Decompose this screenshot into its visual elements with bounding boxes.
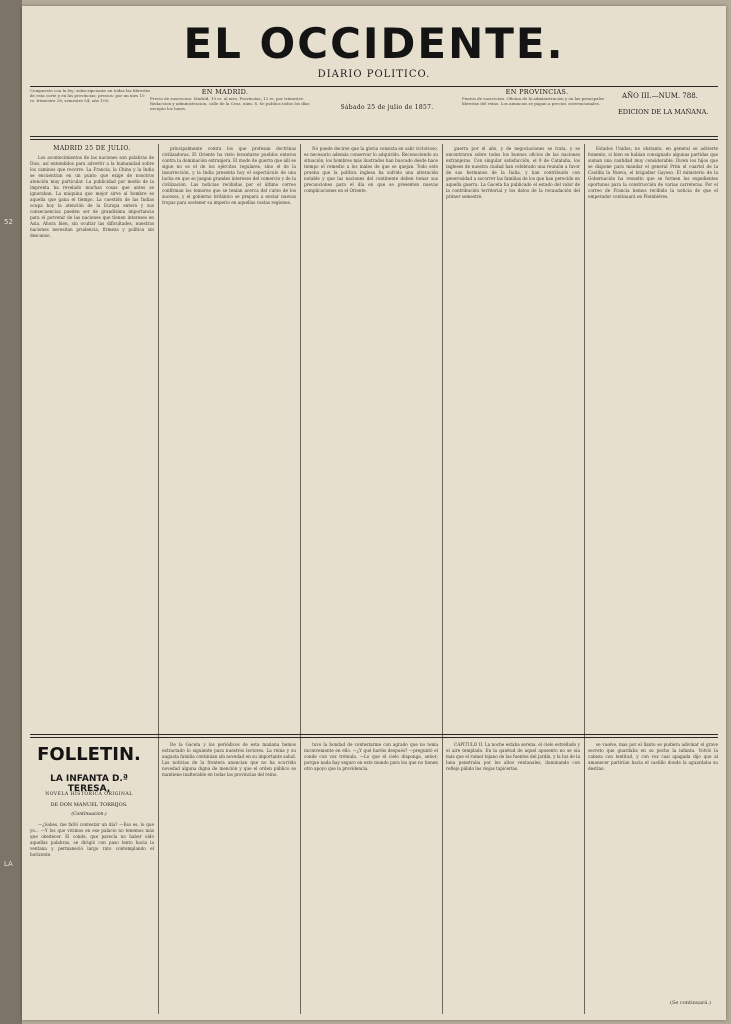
column-divider	[584, 144, 585, 1014]
masthead-subtitle: DIARIO POLITICO.	[317, 69, 431, 80]
continuation-note: (Se continuará.)	[670, 1000, 711, 1006]
header-rule-bottom	[30, 136, 718, 137]
lower-column-4	[446, 742, 580, 1012]
book-gutter	[0, 0, 22, 1024]
provincias-label: EN PROVINCIAS.	[505, 88, 569, 96]
column-1-heading: MADRID 25 DE JULIO.	[53, 145, 131, 152]
lower-column-2	[162, 742, 296, 1012]
folletin-text: —¿Sabes, me faltó contestar un día? —Eso es, lo que yo... —Y los que vivimos en ese palacio no tenemos más que obedecer. El conde, que parecía no haber oído aquellas palabras, se dirigió con paso lento hacia la ventana y permaneció largo rato contemplando el horizonte.	[30, 822, 154, 857]
folletin-rule	[30, 734, 718, 735]
folletin-rule-double	[30, 737, 718, 738]
folletin-author: DE DON MANUEL TORRIJOS.	[50, 802, 128, 808]
lower-column-2-text: De la Gaceta y los periódicos de esta mañana hemos extractado lo siguiente para nuestros lectores. La reina y su augusta familia continúan sin novedad en su importante salud. Las noticias de la frontera anuncian que no ha ocurrido novedad alguna digna de mención y que el orden público se mantiene inalterable en todas las provincias del reino.	[162, 742, 296, 777]
header-rule-top	[30, 86, 718, 87]
folletin-work-title: LA INFANTA D.ª TERESA,	[50, 774, 128, 794]
column-2-text: principalmente contra los que profesan doctrinas civilizadoras. El Oriente ha visto levantarse pueblos enteros contra la dominación extranjera. El modo de guerra que allí se sigue no es el de los ejércitos regulares, sino el de la insurrección, y la India presenta hoy el espectáculo de una lucha en que se juegan grandes intereses del comercio y de la civilización. Las noticias recibidas por el último correo confirman los temores que se tenían acerca del curso de los sucesos, y el gobierno británico se prepara a enviar nuevas tropas para sostener su imperio en aquellas vastas regiones.	[162, 146, 296, 205]
subscription-box: Compuesto con la ley; subscripciones en todas las librerías de esta corte y en las provincias; precios: por un mes 10 rs. trimestre 28; semestre 54; año 100.	[30, 88, 150, 103]
masthead-title: EL OCCIDENTE.	[183, 19, 565, 68]
lower-column-3-text: tuvo la bondad de contestarme con agrado que no tenía inconveniente en ello. —¿Y qué haréis después? —preguntó el conde con voz trémula. —Lo que el cielo disponga, señor; porque nada hay seguro en este mundo para los que no tienen otro apoyo que la providencia.	[304, 742, 438, 771]
column-divider	[442, 144, 443, 1014]
column-4	[446, 146, 580, 731]
lower-column-5-text: se vuelve, mas por el llanto se pudiera adivinar el grave secreto que guardaba en su pecho la infanta. Volvió la cabeza con lentitud, y con voz casi apagada dijo que al amanecer partirían hacia el castillo donde la aguardaba su destino.	[588, 742, 718, 771]
folletin-title: FOLLETIN.	[37, 744, 141, 765]
provincias-box: Puntos de suscricion. Oficina de la administracion y en las principales librerías del reino. Los anuncios se pagan a precios convencionales.	[462, 96, 605, 106]
lower-column-4-text: CAPITULO II. La noche estaba serena, el cielo estrellado y el aire templado. En la quietud de aquel aposento no se oía más que el rumor lejano de las fuentes del jardín, y la luz de la luna penetraba por los altos ventanales, iluminando con reflejo pálido las viejas tapicerías.	[446, 742, 580, 771]
edition-label: EDICION DE LA MAÑANA.	[618, 108, 709, 116]
folletin-genre: NOVELA HISTÓRICA ORIGINAL	[45, 792, 133, 797]
column-5-text: Estados Unidos; no obstante, en general se advierte fomento, si bien se habían consignado algunas partidas que suman una cantidad muy considerable. Dicen los hijos que se dispone para mandar el general Prim el cuartel de la Castilla la Nueva, el brigadier Gayoso. El ministerio de la Gobernación ha resuelto que se formen los expedientes oportunos para la construcción de varias carreteras. Por el correo de Francia hemos recibido la noticia de que el emperador continuará en Plombières.	[588, 146, 718, 199]
lower-column-3	[304, 742, 438, 1012]
madrid-label: EN MADRID.	[201, 88, 249, 96]
column-3-text: No puede decirse que la gloria consista en salir victorioso, es necesario además conservar lo adquirido. Reconociendo su situación, los hombres más ilustrados han buscado desde hace tiempo el remedio a los males de que se quejan. Todo esto prueba que la política inglesa ha sufrido una alteración notable y que las naciones del continente deben tomar sus precauciones para el día en que se presenten nuevas complicaciones en el Oriente.	[304, 146, 438, 193]
column-divider	[300, 144, 301, 1014]
column-4-text: guerra por el año, y de negociaciones se trata, y se encontraron sobre todos los buenos oficios de las naciones extranjeras. Con singular satisfacción, el 9 de Cataluña, los ingleses de nuestra ciudad han celebrado una reunión a favor de sus hermanos de la India, y han contribuido con generosidad a socorrer las familias de los que han perecido en aquella guerra. La Gaceta ha publicado el estado del valor de la contribución territorial y los datos de la recaudación del primer semestre.	[446, 146, 580, 199]
column-divider	[158, 144, 159, 1014]
folletin-part: (Continuacion.)	[71, 812, 107, 817]
column-2	[162, 146, 296, 731]
newspaper-page	[22, 6, 726, 1020]
gutter-mark: 52	[4, 218, 13, 226]
column-1	[30, 144, 154, 729]
column-1-text: Los acontecimientos de las naciones son palabras de Dios, así entendidos para advertir a la humanidad sobre los caminos que recorre. La Francia, la China y la India se encuentran en un punto que exige de nosotros atención muy particular. La publicidad por medio de la imprenta ha revelado muchas cosas que antes se ignoraban. La máquina que mejor sirve al hombre es aquella que gana el tiempo. La cuestión de las Indias ocupa hoy la atención de la Europa entera y sus consecuencias pueden ser de grandísima importancia para el porvenir de las naciones que tienen intereses en Asia. Ahora bien, sin ocultar las dificultades, nuestras naciones necesitan prudencia, firmeza y política sin descanso.	[30, 155, 154, 238]
header-rule-bottom-double	[30, 139, 718, 140]
gutter-mark: LA	[4, 860, 13, 868]
lower-column-5	[588, 742, 718, 997]
madrid-box: Precio de suscricion: Madrid, 10 rs. al mes. Provincias, 12 rs. por trimestre. Redaccion y administracion, calle de la Cruz, núm. 8. Se publica todos los días excepto los lunes.	[150, 96, 310, 111]
folletin-text-column	[30, 822, 154, 1012]
issue-number: AÑO III.—NUM. 788.	[622, 92, 698, 100]
column-5	[588, 146, 718, 731]
column-3	[304, 146, 438, 731]
issue-date: Sábado 25 de julio de 1857.	[340, 104, 434, 111]
